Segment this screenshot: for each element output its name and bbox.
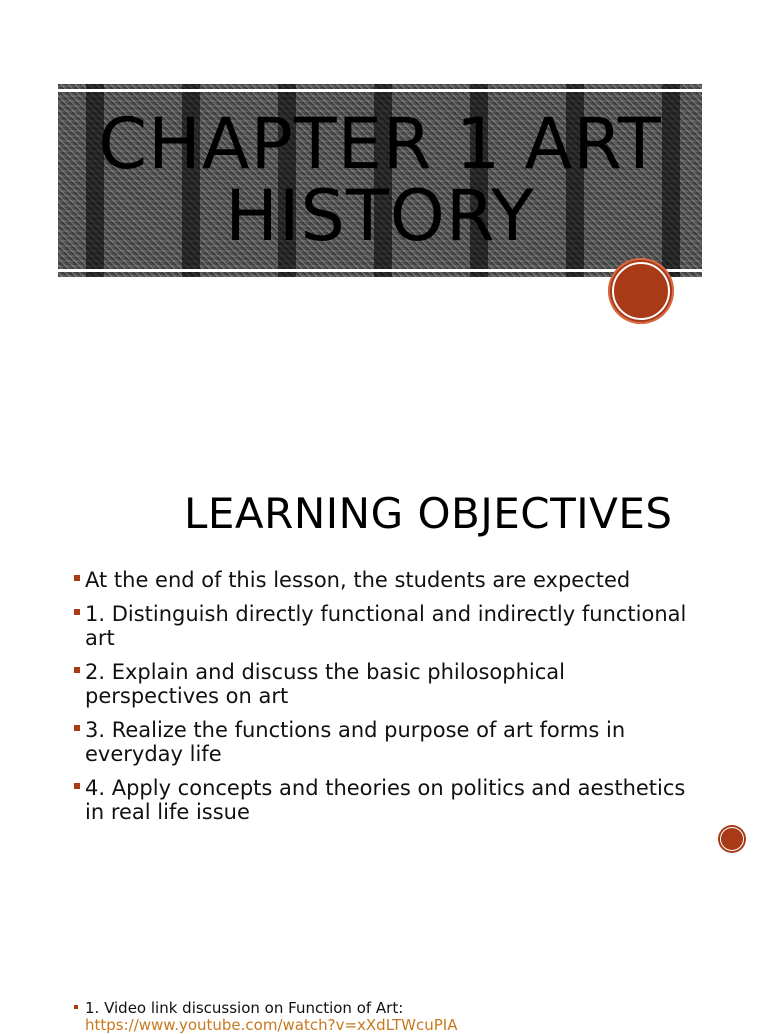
banner-rule-top xyxy=(58,89,702,92)
list-item xyxy=(74,602,694,650)
objective-text: At the end of this lesson, the students are expected xyxy=(85,568,631,592)
title-banner xyxy=(58,84,702,277)
note-text: 1. Video link discussion on Function of Art: xyxy=(85,999,404,1017)
decorative-circle-icon xyxy=(608,258,674,324)
title-slide xyxy=(0,0,768,440)
slide-title: CHAPTER 1 ART HISTORY xyxy=(98,103,662,257)
bullet-icon xyxy=(74,667,80,673)
list-item xyxy=(74,718,694,766)
list-item xyxy=(74,776,694,824)
objective-text: 4. Apply concepts and theories on politics and aesthetics in real life issue xyxy=(85,776,686,824)
notes-list xyxy=(74,1000,714,1034)
objective-text: 1. Distinguish directly functional and indirectly functional art xyxy=(85,602,687,650)
bullet-icon xyxy=(74,783,80,789)
bullet-icon xyxy=(74,575,80,581)
decorative-circle-small-icon xyxy=(718,825,746,853)
bullet-icon xyxy=(74,609,80,615)
objective-text: 3. Realize the functions and purpose of art forms in everyday life xyxy=(85,718,626,766)
objectives-slide xyxy=(0,440,768,1034)
banner-rule-bottom xyxy=(58,269,702,272)
list-item xyxy=(74,568,694,592)
list-item xyxy=(74,1000,714,1034)
video-link[interactable]: https://www.youtube.com/watch?v=xXdLTWcuPIA xyxy=(85,1016,458,1034)
bullet-icon xyxy=(74,1005,78,1009)
list-item xyxy=(74,660,694,708)
objective-text: 2. Explain and discuss the basic philosophical perspectives on art xyxy=(85,660,565,708)
objectives-list xyxy=(74,568,694,834)
bullet-icon xyxy=(74,725,80,731)
objectives-heading: LEARNING OBJECTIVES xyxy=(184,489,673,538)
